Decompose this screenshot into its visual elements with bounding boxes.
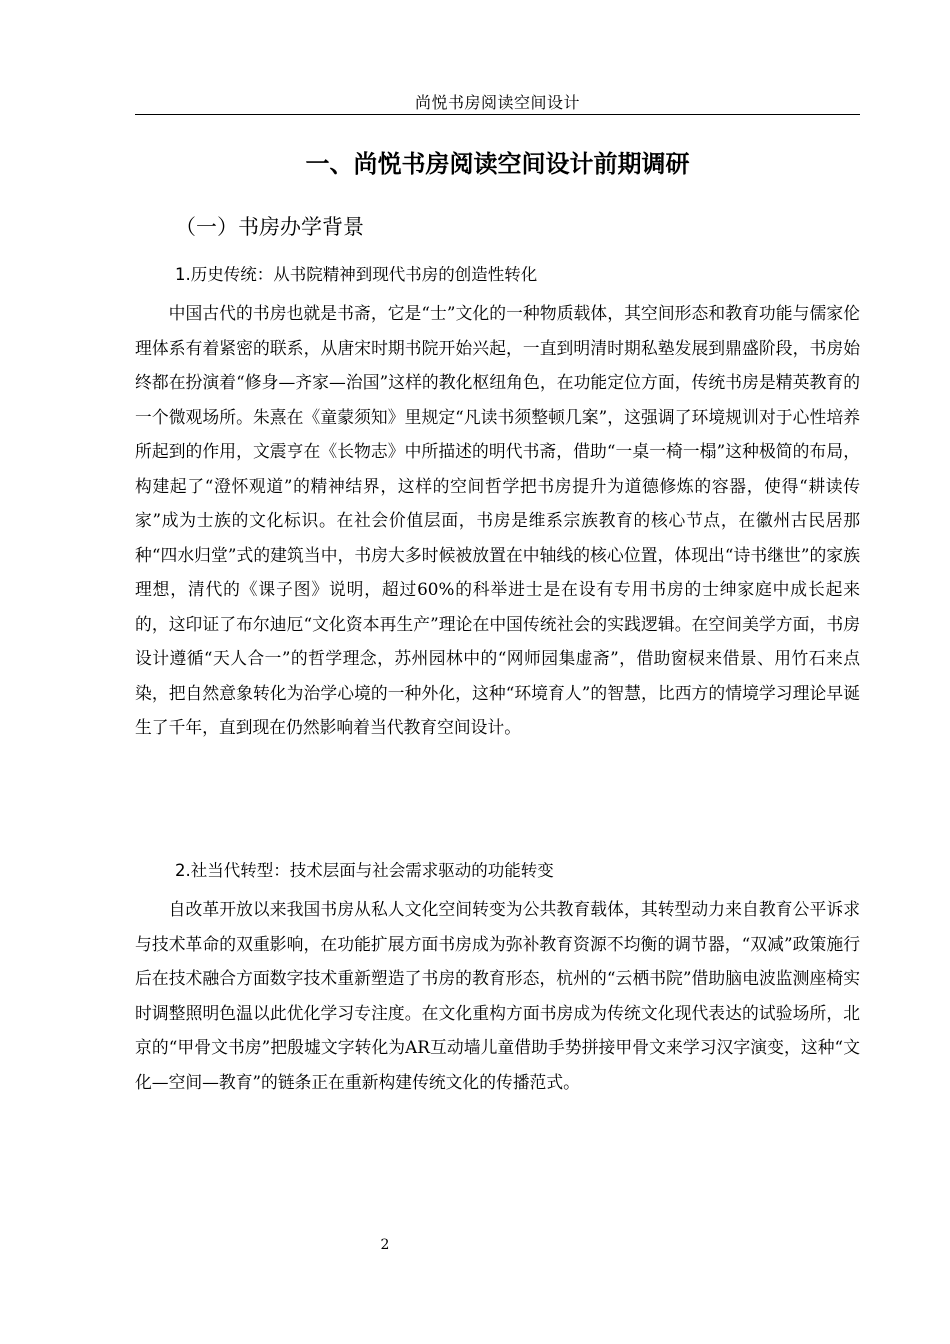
paragraph-history: 中国古代的书房也就是书斋，它是“士”文化的一种物质载体，其空间形态和教育功能与儒家伦理体系有着紧密的联系，从唐宋时期书院开始兴起，一直到明清时期私塾发展到鼎盛阶段，书房始终都在扮演着“修身—齐家—治国”这样的教化枢纽角色，在功能定位方面，传统书房是精英教育的一个微观场所。朱熹在《童蒙须知》里规定“凡读书须整顿几案”，这强调了环境规训对于心性培养所起到的作用，文震亨在《长物志》中所描述的明代书斋，借助“一桌一椅一榻”这种极简的布局，构建起了“澄怀观道”的精神结界，这样的空间哲学把书房提升为道德修炼的容器，使得“耕读传家”成为士族的文化标识。在社会价值层面，书房是维系宗族教育的核心节点，在徽州古民居那种“四水归堂”式的建筑当中，书房大多时候被放置在中轴线的核心位置，体现出“诗书继世”的家族理想，清代的《课子图》说明，超过60%的科举进士是在设有专用书房的士绅家庭中成长起来的，这印证了布尔迪厄“文化资本再生产”理论在中国传统社会的实践逻辑。在空间美学方面，书房设计遵循“天人合一”的哲学理念，苏州园林中的“网师园集虚斋”，借助窗棂来借景、用竹石来点染，把自然意象转化为治学心境的一种外化，这种“环境育人”的智慧，比西方的情境学习理论早诞生了千年，直到现在仍然影响着当代教育空间设计。 — [135, 303, 860, 737]
chapter-title: 一、尚悦书房阅读空间设计前期调研 — [305, 150, 690, 178]
subsection-heading-transformation: 2.社当代转型：技术层面与社会需求驱动的功能转变 — [175, 861, 554, 880]
running-header: 尚悦书房阅读空间设计 — [414, 93, 580, 112]
subsection-heading-history: 1.历史传统：从书院精神到现代书房的创造性转化 — [175, 265, 538, 284]
section-title: （一）书房办学背景 — [175, 215, 364, 239]
page-number: 2 — [380, 1237, 390, 1253]
header-rule — [135, 114, 860, 115]
paragraph-transformation: 自改革开放以来我国书房从私人文化空间转变为公共教育载体，其转型动力来自教育公平诉求与技术革命的双重影响，在功能扩展方面书房成为弥补教育资源不均衡的调节器，“双减”政策施行后在技术融合方面数字技术重新塑造了书房的教育形态，杭州的“云栖书院”借助脑电波监测座椅实时调整照明色温以此优化学习专注度。在文化重构方面书房成为传统文化现代表达的试验场所，北京的“甲骨文书房”把殷墟文字转化为AR互动墙儿童借助手势拼接甲骨文来学习汉字演变，这种“文化—空间—教育”的链条正在重新构建传统文化的传播范式。 — [135, 899, 860, 1092]
